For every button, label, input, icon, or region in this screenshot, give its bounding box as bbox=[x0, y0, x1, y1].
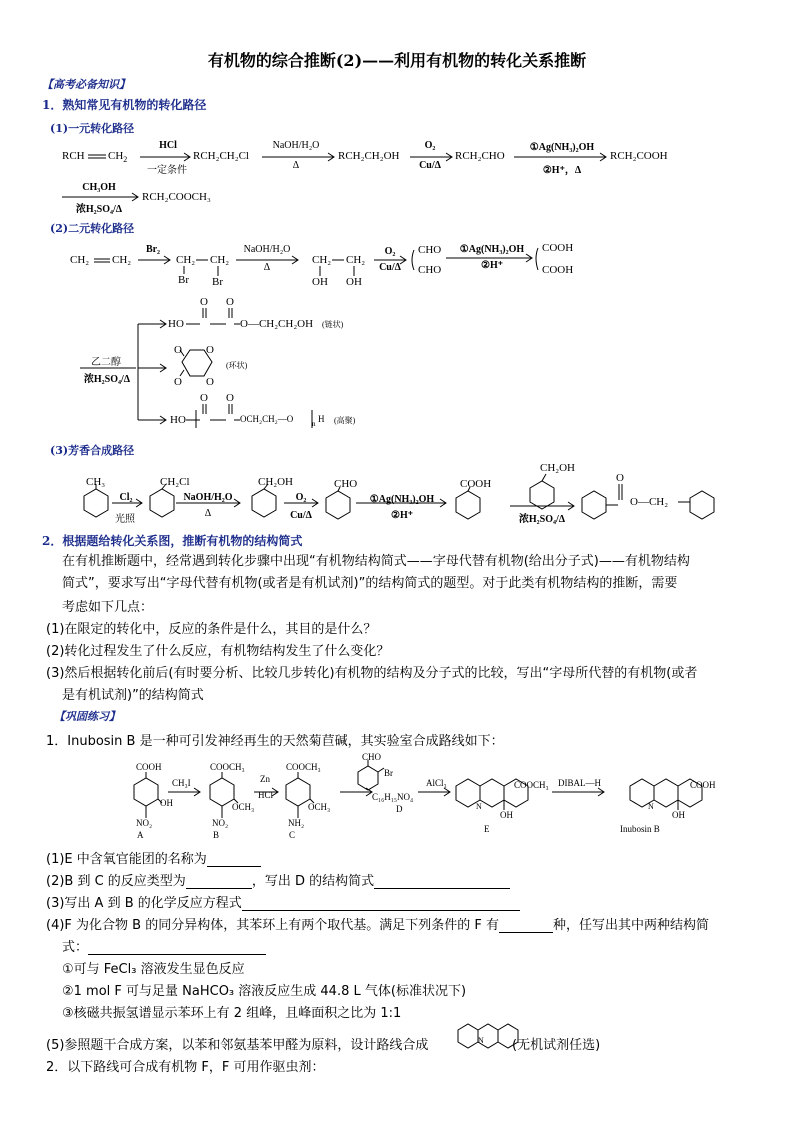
r3-ch3: CH₃ bbox=[86, 476, 106, 488]
r2-arrow3-bot: Cu/Δ bbox=[379, 262, 401, 273]
r1-arrow1-top: HCl bbox=[159, 140, 177, 151]
r3-arrow2-top: NaOH/H₂O bbox=[183, 492, 233, 503]
r2-m2: CH₂ bbox=[210, 254, 230, 266]
r1-arrow3-bot: Cu/Δ bbox=[419, 160, 441, 171]
reagent-cho: CHO bbox=[362, 752, 382, 762]
subsection-3-heading: (3)芳香合成路径 bbox=[50, 444, 135, 457]
r3-arrow3-top: O₂ bbox=[295, 492, 307, 503]
para-line-3: 考虑如下几点： bbox=[62, 600, 154, 615]
page-title: 有机物的综合推断(2)——利用有机物的转化关系推断 bbox=[207, 51, 587, 70]
label-b: B bbox=[213, 830, 220, 840]
r1-arrow5-bot: 浓H₂SO₄/Δ bbox=[75, 204, 123, 215]
q1-5-n: N bbox=[478, 1036, 484, 1045]
label-c: C bbox=[289, 830, 296, 840]
section-2-heading: 2．根据题给转化关系图，推断有机物的结构简式 bbox=[42, 534, 303, 548]
practice-tag: 【巩固练习】 bbox=[54, 710, 120, 723]
r2-branch-top: 乙二醇 bbox=[91, 357, 121, 368]
f-oh: OH bbox=[672, 810, 685, 820]
r2-oh1: OH bbox=[312, 276, 328, 288]
q1-3: (3)写出 A 到 B 的化学反应方程式 bbox=[46, 896, 242, 911]
r1-arrow2-bot: Δ bbox=[292, 160, 300, 171]
r2-arrow1-top: Br₂ bbox=[145, 244, 161, 255]
q1-stem: 1．Inubosin B 是一种可引发神经再生的天然菊苣碱，其实验室合成路线如下： bbox=[46, 734, 504, 749]
r3-arrow2-bot: Δ bbox=[204, 508, 212, 519]
r1-p5: RCH₂COOCH₃ bbox=[142, 191, 211, 203]
r2-cooh1: COOH bbox=[542, 242, 574, 254]
formula-d: C₁₆H₁₅NO₄ bbox=[372, 792, 414, 802]
a-oh: OH bbox=[160, 798, 173, 808]
reagent-hcl: HCl bbox=[258, 790, 274, 800]
a-cooh: COOH bbox=[136, 762, 162, 772]
r1-p3: RCH₂CHO bbox=[455, 150, 505, 162]
f-n: N bbox=[648, 802, 654, 811]
knowledge-tag: 【高考必备知识】 bbox=[42, 78, 130, 91]
label-d: D bbox=[396, 804, 403, 814]
r1-arrow4-bot: ②H⁺，Δ bbox=[542, 165, 582, 176]
r2-arrow4-bot: ②H⁺ bbox=[480, 260, 504, 271]
r2-arrow3-top: O₂ bbox=[384, 246, 396, 257]
f-cooh: COOH bbox=[690, 780, 716, 790]
c-och3: OCH₃ bbox=[308, 802, 331, 812]
b-no2: NO₂ bbox=[212, 818, 229, 828]
subsection-1-heading: (1)一元转化路径 bbox=[50, 122, 135, 135]
r2-oh2: OH bbox=[346, 276, 362, 288]
point-3: (3)然后根据转化前后(有时要分析、比较几步转化)有机物的结构及分子式的比较，写出“字母所代替的有机物(或者 bbox=[46, 666, 698, 681]
para-line-2: 简式”，要求写出“字母代替有机物(或者是有机试剂)”的结构简式的题型。对于此类有机物结构的推断，需要 bbox=[62, 576, 678, 591]
c-cooch3: COOCH₃ bbox=[286, 762, 321, 772]
r1-arrow4-top: ①Ag(NH₃)₂OH bbox=[529, 142, 595, 153]
r3-arrow5-bot: 浓H₂SO₄/Δ bbox=[518, 514, 566, 525]
r3-ch2oh: CH₂OH bbox=[258, 476, 294, 488]
reagent-dibal: DIBAL—H bbox=[558, 778, 601, 788]
r3-arrow4-bot: ②H⁺ bbox=[390, 510, 414, 521]
q1-5b: (无机试剂任选) bbox=[512, 1038, 601, 1053]
r1-s1: CH bbox=[108, 150, 124, 162]
subsection-2-heading: (2)二元转化路径 bbox=[50, 222, 135, 235]
q1-cond-1: ①可与 FeCl₃ 溶液发生显色反应 bbox=[62, 962, 245, 977]
r2-chain-label: (链状) bbox=[322, 320, 344, 329]
r3-ch2cl: CH₂Cl bbox=[160, 476, 190, 488]
r2-branch-bot: 浓H₂SO₄/Δ bbox=[83, 374, 131, 385]
q1-5a: (5)参照题干合成方案，以苯和邻氨基苯甲醛为原料，设计路线合成 bbox=[46, 1038, 429, 1053]
r1-p4: RCH₂COOH bbox=[610, 150, 668, 162]
point-2: (2)转化过程发生了什么反应，有机物结构发生了什么变化？ bbox=[46, 644, 390, 659]
r2-arrow4-top: ①Ag(NH₃)₂OH bbox=[459, 244, 525, 255]
r1-arrow2-top: NaOH/H₂O bbox=[272, 140, 320, 151]
b-cooch3: COOCH₃ bbox=[210, 762, 245, 772]
point-1: (1)在限定的转化中，反应的条件是什么，其目的是什么？ bbox=[46, 622, 377, 637]
q2-stem: 2．以下路线可合成有机物 F，F 可用作驱虫剂： bbox=[46, 1060, 325, 1075]
reagent-zn: Zn bbox=[260, 774, 270, 784]
q1-4b: 种，任写出其中两种结构简 bbox=[552, 918, 709, 933]
r1-arrow3-top: O₂ bbox=[424, 140, 436, 151]
point-3-cont: 是有机试剂)”的结构简式 bbox=[62, 688, 204, 703]
para-line-1: 在有机推断题中，经常遇到转化步骤中出现“有机物结构简式——字母代替有机物(给出分子式)——有机物结构 bbox=[62, 554, 690, 569]
q1-1: (1)E 中含氧官能团的名称为 bbox=[46, 852, 207, 867]
r2-br2: Br bbox=[212, 276, 223, 288]
r1-p1: RCH₂CH₂Cl bbox=[193, 150, 249, 162]
label-a: A bbox=[137, 830, 144, 840]
r2-arrow2-bot: Δ bbox=[263, 262, 271, 273]
r2-m3: CH₂ bbox=[312, 254, 332, 266]
c-nh2: NH₂ bbox=[288, 818, 305, 828]
r2-m4: CH₂ bbox=[346, 254, 366, 266]
r1-arrow1-bot: 一定条件 bbox=[147, 165, 187, 176]
r3-cooh: COOH bbox=[460, 478, 492, 490]
a-no2: NO₂ bbox=[136, 818, 153, 828]
reagent-ch3i: CH₃I bbox=[172, 778, 191, 788]
r2-arrow2-top: NaOH/H₂O bbox=[243, 244, 291, 255]
r3-cho: CHO bbox=[334, 478, 358, 490]
r2-m1: CH₂ bbox=[176, 254, 196, 266]
e-cooch3: COOCH₃ bbox=[514, 780, 549, 790]
r3-reagent-ch2oh: CH₂OH bbox=[540, 462, 576, 474]
reagent-br: Br bbox=[384, 768, 393, 778]
e-n: N bbox=[476, 802, 482, 811]
r2-poly-label: (高聚) bbox=[334, 416, 356, 425]
r3-arrow1-top: Cl₂ bbox=[119, 492, 133, 503]
r2-s1: CH₂ bbox=[112, 254, 132, 266]
q1-2b: ，写出 D 的结构简式 bbox=[251, 874, 375, 889]
r2-br1: Br bbox=[178, 274, 189, 286]
r3-arrow1-bot: 光照 bbox=[115, 514, 135, 525]
r1-s0: RCH bbox=[62, 150, 85, 162]
r2-cooh2: COOH bbox=[542, 264, 574, 276]
label-inubosin-b: Inubosin B bbox=[620, 824, 660, 834]
q1-4c: 式： bbox=[62, 940, 89, 955]
q1-4a: (4)F 为化合物 B 的同分异构体，其苯环上有两个取代基。满足下列条件的 F 有 bbox=[46, 918, 499, 933]
r1-arrow5-top: CH₃OH bbox=[82, 182, 116, 193]
r2-cho2: CHO bbox=[418, 264, 442, 276]
r2-cho1: CHO bbox=[418, 244, 442, 256]
q1-cond-2: ②1 mol F 可与足量 NaHCO₃ 溶液反应生成 44.8 L 气体(标准状况下) bbox=[62, 984, 467, 999]
q1-cond-3: ③核磁共振氢谱显示苯环上有 2 组峰，且峰面积之比为 1:1 bbox=[62, 1006, 402, 1021]
r3-arrow4-top: ①Ag(NH₃)₂OH bbox=[369, 494, 435, 505]
r2-s0: CH₂ bbox=[70, 254, 90, 266]
b-och3: OCH₃ bbox=[232, 802, 255, 812]
e-oh: OH bbox=[500, 810, 513, 820]
r3-arrow3-bot: Cu/Δ bbox=[290, 510, 312, 521]
reagent-alcl3: AlCl₃ bbox=[426, 778, 447, 788]
label-e: E bbox=[484, 824, 490, 834]
r3-ester: O—CH₂ bbox=[630, 496, 669, 508]
r1-p2: RCH₂CH₂OH bbox=[338, 150, 400, 162]
q1-2a: (2)B 到 C 的反应类型为 bbox=[46, 874, 186, 889]
section-1-heading: 1．熟知常见有机物的转化路径 bbox=[42, 98, 207, 112]
r2-ring-label: (环状) bbox=[226, 361, 248, 370]
